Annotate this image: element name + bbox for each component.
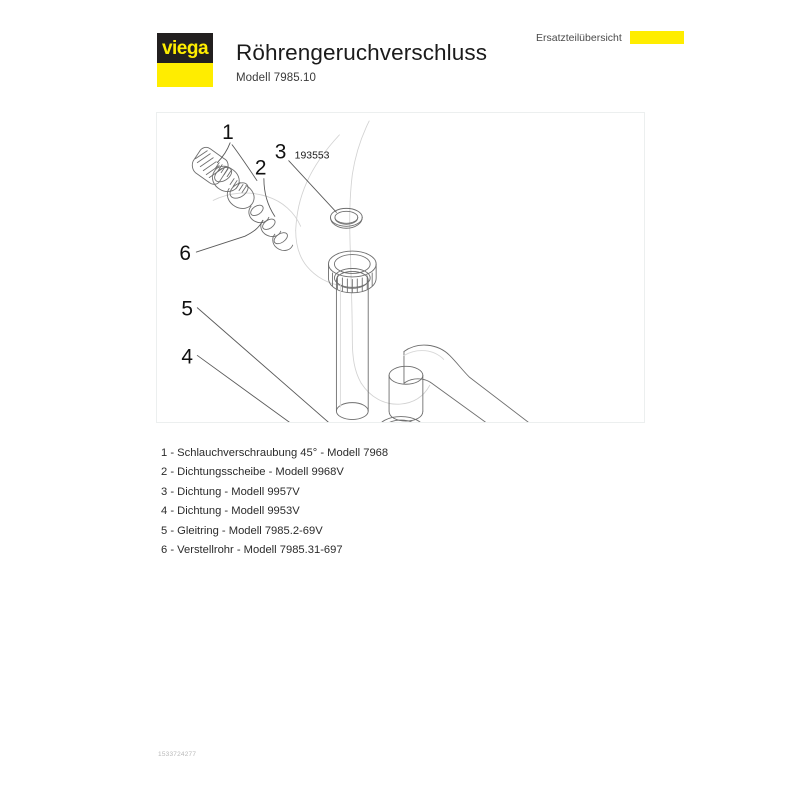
parts-list-item: 1 - Schlauchverschraubung 45° - Modell 7968 [161,447,389,459]
viega-logo [157,33,213,87]
leader-3 [289,161,337,213]
part-number-label: 193553 [294,150,330,162]
parts-list-item: 3 - Dichtung - Modell 9957V [161,485,300,498]
callout-1: 1 [222,120,234,144]
leader-5 [197,308,338,422]
callout-5: 5 [181,297,194,321]
overview-color-swatch [630,31,684,44]
callout-2: 2 [254,156,267,180]
logo-yellow-bar [157,63,213,87]
parts-list-item: 6 - Verstellrohr - Modell 7985.31-697 [161,543,343,556]
page-subtitle: Modell 7985.10 [236,71,317,84]
parts-list-item: 5 - Gleitring - Modell 7985.2-69V [161,524,323,537]
leader-1b [232,145,257,181]
leader-1 [217,143,230,163]
logo-mark [157,33,213,63]
leader-6 [196,220,263,252]
page-title: Röhrengeruchverschluss [236,40,488,65]
callout-3: 3 [274,140,287,164]
parts-list [161,448,581,564]
callout-6: 6 [179,242,192,266]
parts-list-item: 4 - Dichtung - Modell 9953V [161,505,300,518]
parts-list-item: 2 - Dichtungsscheibe - Modell 9968V [161,466,344,479]
diagram-frame [156,112,645,423]
footer-document-code: 1533724277 [158,751,197,758]
title-block [236,40,487,84]
overview-tag [536,31,684,44]
exploded-parts-diagram [157,113,644,422]
logo-wordmark: viega [161,37,209,59]
overview-label: Ersatzteilübersicht [536,31,622,44]
callout-4: 4 [181,345,194,369]
